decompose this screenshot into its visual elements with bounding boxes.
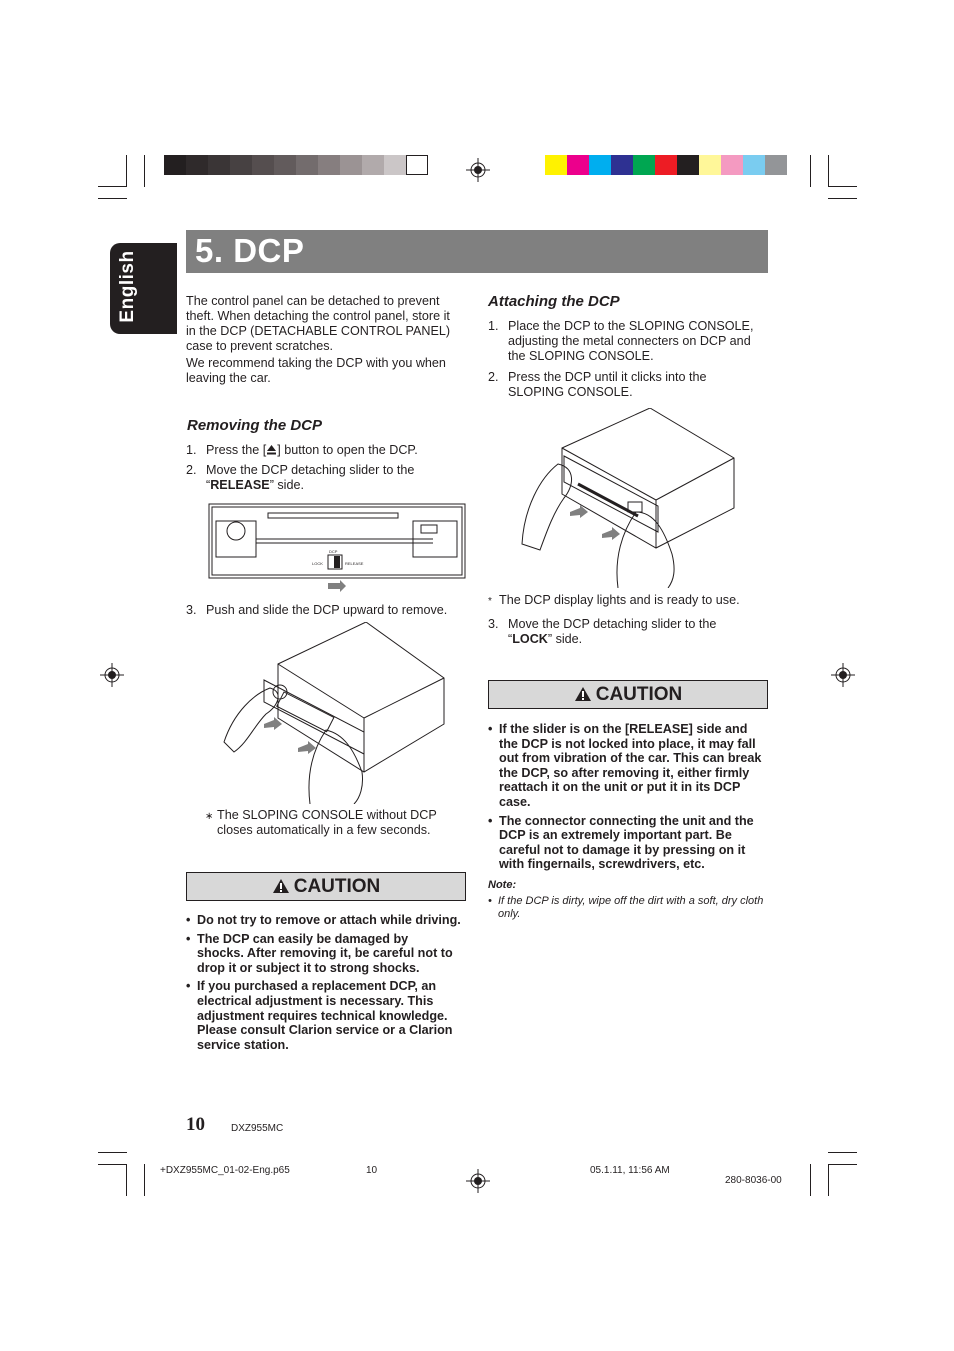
step-number: 1. <box>488 319 499 333</box>
file-page-ref: 10 <box>366 1165 378 1176</box>
step-number: 2. <box>186 463 197 477</box>
registration-mark-icon <box>466 158 490 182</box>
list-item: • If you purchased a replacement DCP, an electrical adjustment is necessary. This adjustment requires technical knowledge. Please consult Clarion service or a Clarion service station. <box>186 979 453 1052</box>
note-mark: ∗ <box>205 811 214 822</box>
color-swatch <box>743 155 765 175</box>
caution-title: CAUTION <box>293 876 381 897</box>
page-number: 10 <box>186 1114 205 1135</box>
list-item: • If the slider is on the [RELEASE] side and the DCP is not locked into place, it may fall out from vibration of the car. This can break the DCP, so after removing it, either firmly reattach it on the unit or put it in its DCP case. <box>488 722 762 809</box>
color-swatch <box>765 155 787 175</box>
step-number: 3. <box>186 603 197 617</box>
step-text: Push and slide the DCP upward to remove. <box>206 603 448 617</box>
slider-label-lock: LOCK <box>312 561 323 566</box>
color-swatch <box>567 155 589 175</box>
color-swatch <box>252 155 274 175</box>
step-text: ” side. <box>547 632 583 646</box>
step-number: 3. <box>488 617 499 631</box>
intro-paragraph-2: We recommend taking the DCP with you when leaving the car. <box>186 356 446 385</box>
color-swatch <box>677 155 699 175</box>
language-tab-label: English <box>117 250 138 323</box>
removing-note <box>205 808 465 837</box>
slider-label-dcp: DCP <box>329 549 338 554</box>
removing-dcp-illustration <box>214 622 446 804</box>
attaching-heading: Attaching the DCP <box>488 293 620 310</box>
step-text: Move the DCP detaching slider to the “ <box>206 463 415 492</box>
attaching-step-3 <box>488 617 768 646</box>
step-number: 1. <box>186 443 197 457</box>
color-swatch <box>633 155 655 175</box>
file-name: +DXZ955MC_01-02-Eng.p65 <box>160 1165 290 1176</box>
list-item: • The connector connecting the unit and the DCP is an extremely important part. Be careful not to damage it by pressing on it with fingernails, screwdrivers, etc. <box>488 813 754 872</box>
color-swatch <box>655 155 677 175</box>
step-emphasis: LOCK <box>512 632 548 646</box>
step-text: ] button to open the DCP. <box>277 443 418 457</box>
warning-icon <box>272 878 290 894</box>
caution-header-right <box>488 680 768 709</box>
color-swatch <box>230 155 252 175</box>
part-number: 280-8036-00 <box>725 1175 782 1186</box>
removing-step-3 <box>186 603 461 618</box>
color-swatch <box>545 155 567 175</box>
color-swatch <box>362 155 384 175</box>
eject-icon <box>266 444 277 455</box>
print-datetime: 05.1.11, 11:56 AM <box>590 1165 670 1176</box>
color-swatch <box>208 155 230 175</box>
color-swatch <box>406 155 428 175</box>
color-swatch <box>186 155 208 175</box>
color-swatch <box>274 155 296 175</box>
registration-mark-icon <box>831 663 855 687</box>
attaching-dcp-illustration <box>518 408 740 588</box>
attaching-step-1 <box>488 319 768 363</box>
color-swatch <box>589 155 611 175</box>
attaching-note <box>488 593 768 609</box>
model-label: DXZ955MC <box>231 1123 284 1134</box>
color-swatch <box>296 155 318 175</box>
registration-mark-icon <box>100 663 124 687</box>
registration-mark-icon <box>466 1169 490 1193</box>
removing-step-1 <box>186 443 461 458</box>
color-swatch <box>699 155 721 175</box>
step-text: Move the DCP detaching slider to the “ <box>508 617 717 646</box>
slider-label-release: RELEASE <box>345 561 364 566</box>
note-label: Note: <box>488 879 517 891</box>
removing-step-2 <box>186 463 461 492</box>
caution-left-list <box>186 913 466 1052</box>
note-text: The SLOPING CONSOLE without DCP closes automatically in a few seconds. <box>217 808 437 837</box>
list-item: • Do not try to remove or attach while driving. <box>186 913 461 927</box>
note-mark: * <box>488 596 492 607</box>
step-text: Place the DCP to the SLOPING CONSOLE, adjusting the metal connecters on DCP and the SLOPING CONSOLE. <box>508 319 754 363</box>
caution-title: CAUTION <box>595 684 683 705</box>
removing-heading: Removing the DCP <box>187 417 323 434</box>
note-text: If the DCP is dirty, wipe off the dirt with a soft, dry cloth only. <box>498 895 764 920</box>
color-swatch <box>340 155 362 175</box>
caution-header-left <box>186 872 466 901</box>
intro-paragraph-1: The control panel can be detached to prevent theft. When detaching the control panel, store it in the DCP (DETACHABLE CONTROL PANEL) case to prevent scratches. <box>186 294 451 353</box>
list-item: • The DCP can easily be damaged by shocks. After removing it, be careful not to drop it or subject it to strong shocks. <box>186 931 453 975</box>
step-text: Press the [ <box>206 443 267 457</box>
color-swatch <box>318 155 340 175</box>
step-number: 2. <box>488 370 499 384</box>
dcp-front-panel-illustration <box>208 503 466 595</box>
step-text: Press the DCP until it clicks into the SLOPING CONSOLE. <box>508 370 707 399</box>
note-text: The DCP display lights and is ready to use. <box>499 593 740 607</box>
attaching-step-2 <box>488 370 768 399</box>
color-swatch <box>721 155 743 175</box>
step-emphasis: RELEASE <box>210 478 270 492</box>
color-swatch <box>384 155 406 175</box>
step-text: ” side. <box>269 478 304 492</box>
warning-icon <box>574 686 592 702</box>
color-swatch <box>611 155 633 175</box>
color-swatch <box>164 155 186 175</box>
caution-right-list <box>488 722 768 872</box>
page-title: 5. DCP <box>195 232 305 269</box>
